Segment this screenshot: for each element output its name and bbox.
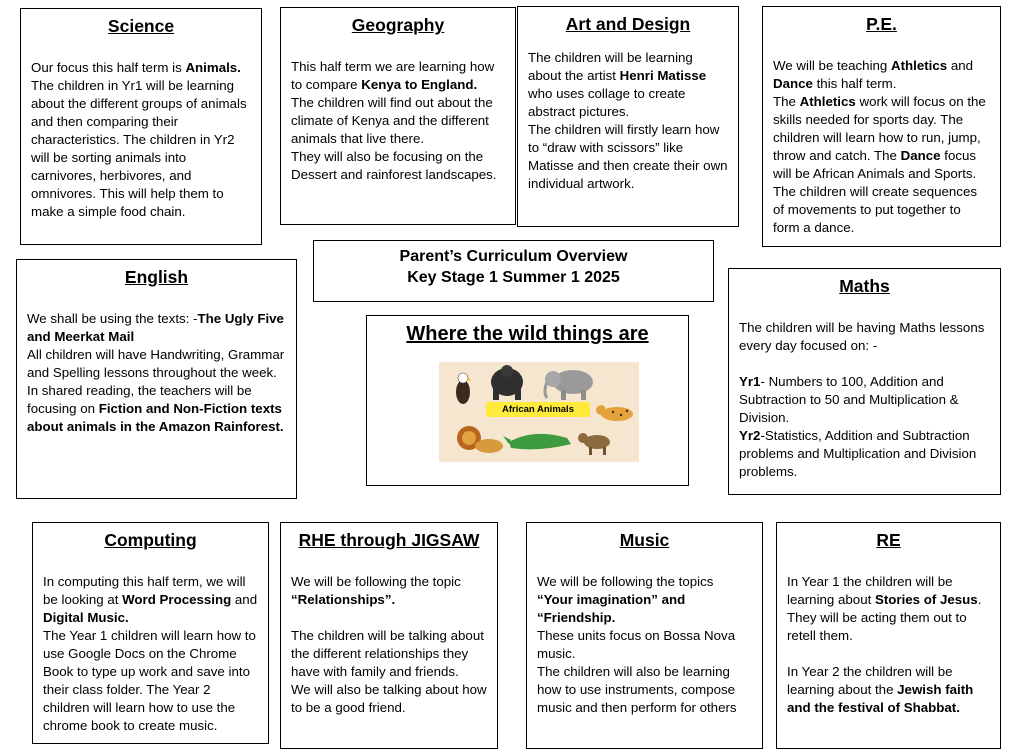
maths-panel	[728, 268, 1001, 495]
topic-heading: Where the wild things are	[406, 323, 649, 345]
geography-heading: Geography	[351, 15, 445, 35]
gorilla-icon	[491, 365, 523, 400]
english-text: We shall be using the texts: -The Ugly Five and Meerkat Mail All children will have Handwriting, Grammar and Spelling lessons throughout the week. In shared reading, the teachers will be focusing on Fiction and Non-Fiction texts about animals in the Amazon Rainforest.	[27, 311, 285, 434]
rhe-text: We will be following the topic “Relationships”. The children will be talking about the different relationships they have with family and friends. We will also be talking about how to be a good friend.	[291, 574, 487, 715]
computing-heading: Computing	[104, 530, 197, 550]
science-heading: Science	[107, 16, 175, 36]
re-text: In Year 1 the children will be learning about Stories of Jesus. They will be acting them out to retell them. In Year 2 the children will be learning about the Jewish faith and the festival of Shabbat.	[787, 574, 982, 715]
leopard-icon	[596, 405, 633, 421]
overview-title: Parent’s Curriculum Overview	[399, 248, 628, 265]
overview-title-panel	[313, 240, 714, 302]
re-panel	[776, 522, 1001, 749]
english-panel	[16, 259, 297, 499]
art-heading: Art and Design	[565, 14, 691, 34]
english-heading: English	[124, 267, 189, 287]
rhe-panel	[280, 522, 498, 749]
pe-text: We will be teaching Athletics and Dance this half term. The Athletics work will focus on the skills needed for sports day. The children will learn how to run, jump, throw and catch. The Dance focus will be African Animals and Sports. The children will create sequences of movements to put together to form a dance.	[773, 58, 986, 235]
re-heading: RE	[876, 530, 901, 550]
computing-panel	[32, 522, 269, 744]
african-animals-illustration	[439, 362, 639, 462]
elephant-icon	[545, 370, 593, 400]
pe-panel	[762, 6, 1001, 247]
overview-subtitle: Key Stage 1 Summer 1 2025	[407, 269, 620, 286]
maths-text: The children will be having Maths lessons every day focused on: - Yr1- Numbers to 100, Addition and Subtraction to 50 and Multiplication & Division. Yr2-Statistics, Addition and Subtraction problems and Multiplication and Division problems.	[739, 320, 985, 479]
illustration-banner: African Animals	[486, 402, 590, 417]
maths-heading: Maths	[839, 276, 890, 296]
science-text: Our focus this half term is Animals. The children in Yr1 will be learning about the different groups of animals and then comparing their characteristics. The children in Yr2 will be sorting animals into carnivores, herbivores, and omnivores. This will help them to make a simple food chain.	[31, 60, 247, 219]
science-panel	[20, 8, 262, 245]
music-heading: Music	[619, 530, 670, 550]
art-text: The children will be learning about the artist Henri Matisse who uses collage to create abstract pictures. The children will firstly learn how to “draw with scissors” like Matisse and then create their own individual artwork.	[528, 50, 728, 191]
lion-icon	[457, 426, 503, 453]
music-text: We will be following the topics “Your imagination” and “Friendship. These units focus on Bossa Nova music. The children will also be learning how to use instruments, compose music and then perform for others	[537, 574, 737, 715]
pe-heading: P.E.	[866, 14, 897, 34]
topic-panel	[366, 315, 689, 486]
hyena-icon	[578, 433, 610, 455]
geography-text: This half term we are learning how to compare Kenya to England. The children will find out about the climate of Kenya and the different animals that live there. They will also be focusing on the Dessert and rainforest landscapes.	[291, 59, 497, 182]
crocodile-icon	[503, 434, 571, 450]
eagle-icon	[456, 373, 471, 404]
music-panel	[526, 522, 763, 749]
art-panel	[517, 6, 739, 227]
geography-panel	[280, 7, 516, 225]
computing-text: In computing this half term, we will be looking at Word Processing and Digital Music. The Year 1 children will learn how to use Google Docs on the Chrome Book to type up work and save into their class folder. The Year 2 children will learn how to use the chrome book to create music.	[43, 574, 258, 733]
rhe-heading: RHE through JIGSAW	[298, 530, 480, 550]
